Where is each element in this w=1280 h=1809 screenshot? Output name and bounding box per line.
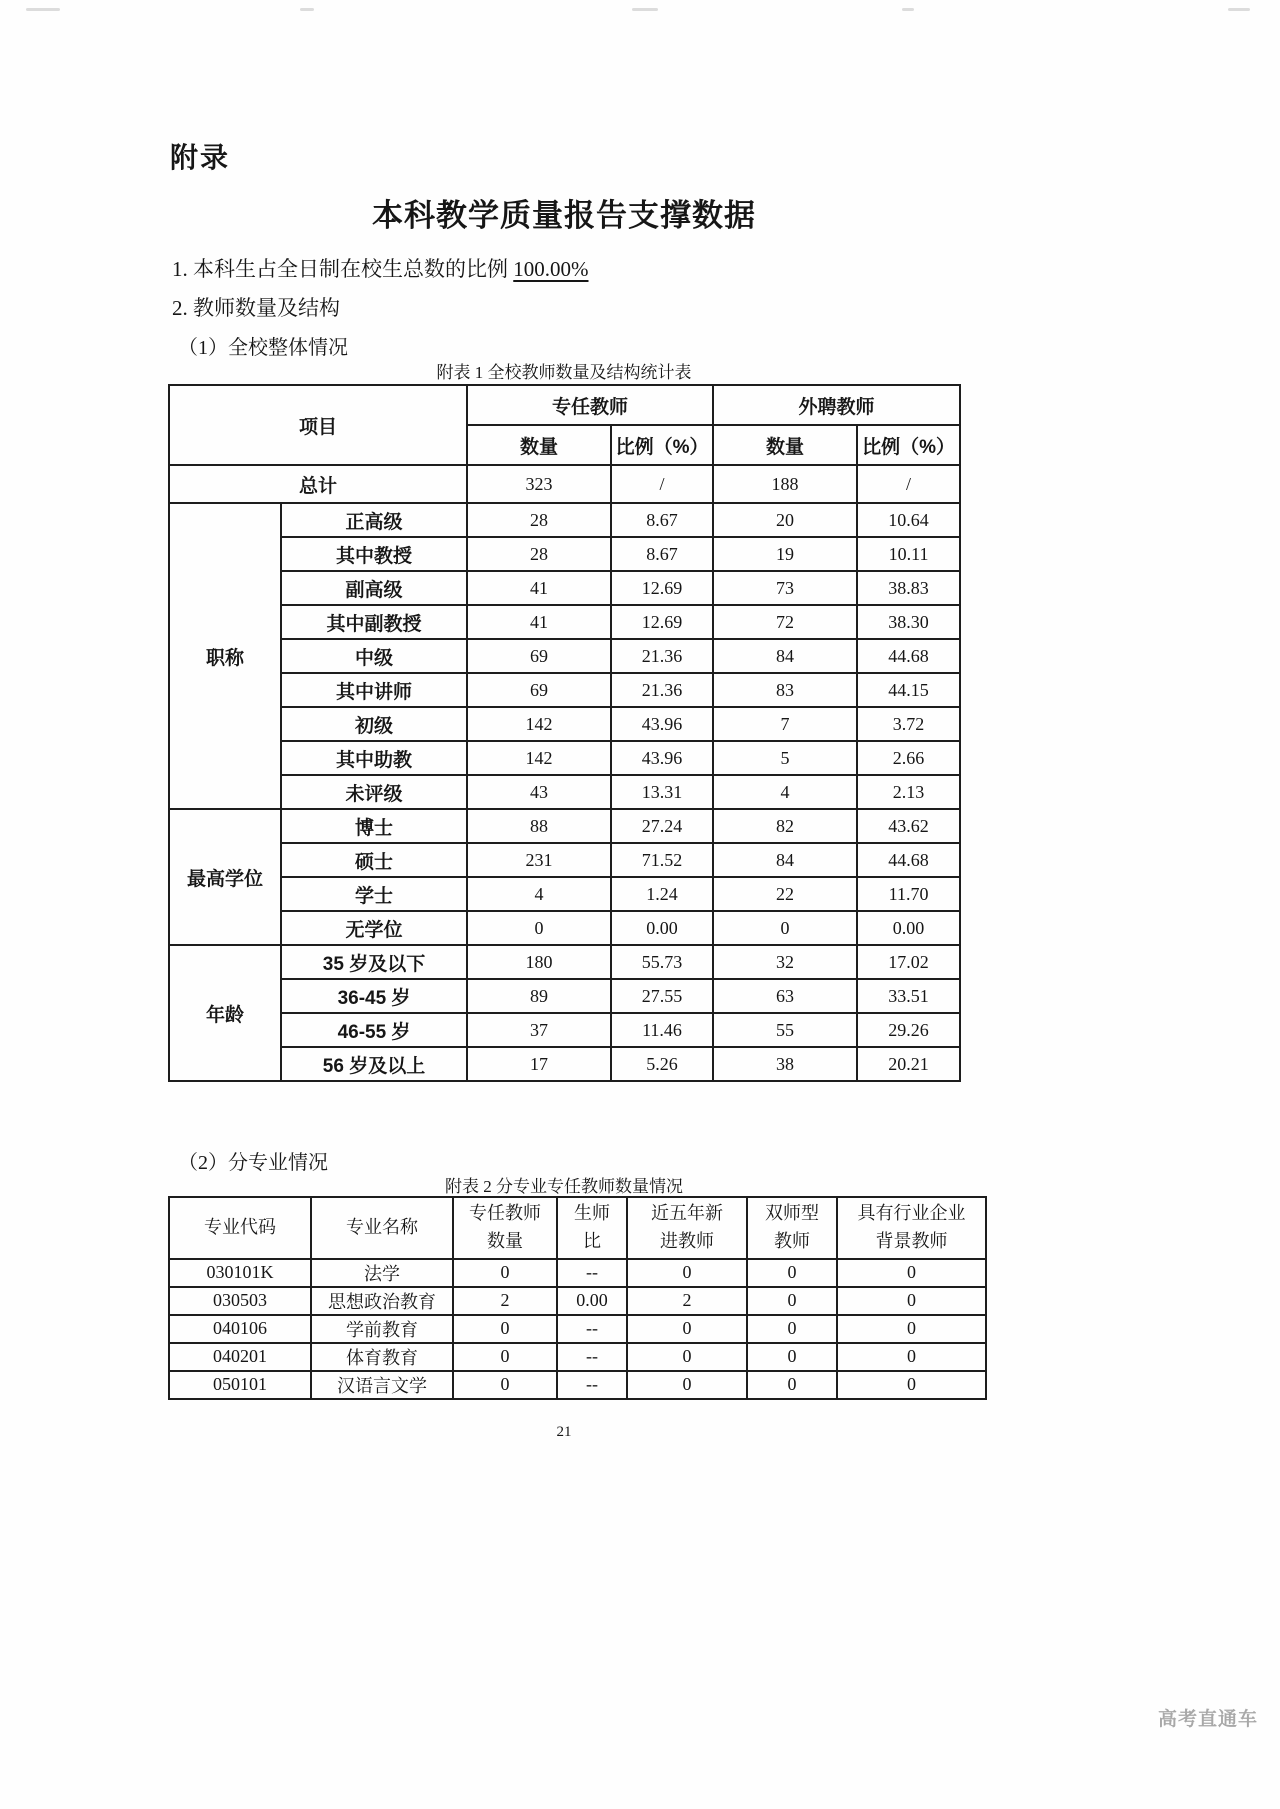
cell: 12.69 (611, 605, 713, 639)
cell: 0 (627, 1371, 747, 1399)
cell: 180 (467, 945, 611, 979)
table2-caption: 附表 2 分专业专任教师数量情况 (445, 1177, 683, 1196)
table-header-row (169, 1197, 986, 1259)
cell: 0 (747, 1371, 837, 1399)
cell: 050101 (169, 1371, 311, 1399)
cell: 10.11 (857, 537, 960, 571)
cell: 17 (467, 1047, 611, 1081)
cell: 11.46 (611, 1013, 713, 1047)
cell: 28 (467, 537, 611, 571)
cell: 71.52 (611, 843, 713, 877)
row-label: 其中副教授 (281, 605, 467, 639)
undergrad-ratio-text: 1. 本科生占全日制在校生总数的比例 (172, 257, 514, 281)
cell: 2.13 (857, 775, 960, 809)
cell: 0 (453, 1259, 557, 1287)
cell: 41 (467, 571, 611, 605)
cell: 体育教育 (311, 1343, 453, 1371)
row-label: 正高级 (281, 503, 467, 537)
cell: 0 (837, 1287, 986, 1315)
cell: 030503 (169, 1287, 311, 1315)
table1-caption: 附表 1 全校教师数量及结构统计表 (436, 363, 692, 382)
cell: 21.36 (611, 673, 713, 707)
cell: 2.66 (857, 741, 960, 775)
row-label-total: 总计 (169, 465, 467, 503)
cell: 17.02 (857, 945, 960, 979)
group-label-age: 年龄 (169, 945, 281, 1081)
cell: 030101K (169, 1259, 311, 1287)
cell: 汉语言文学 (311, 1371, 453, 1399)
cell: 0 (747, 1287, 837, 1315)
cell: 38.30 (857, 605, 960, 639)
scan-artifact (300, 8, 314, 11)
cell: 44.68 (857, 843, 960, 877)
table-header-row (169, 385, 960, 425)
cell: 37 (467, 1013, 611, 1047)
cell: 19 (713, 537, 857, 571)
row-label: 其中助教 (281, 741, 467, 775)
table-row (169, 979, 960, 1013)
col-header-ratio: 比例（%） (611, 425, 713, 465)
group-label-title-rank: 职称 (169, 503, 281, 809)
table-row (169, 775, 960, 809)
cell: 0.00 (611, 911, 713, 945)
col-header-major-name: 专业名称 (311, 1197, 453, 1259)
cell: 44.15 (857, 673, 960, 707)
cell: 73 (713, 571, 857, 605)
col-header-count: 数量 (713, 425, 857, 465)
cell: 55 (713, 1013, 857, 1047)
cell: 0 (627, 1315, 747, 1343)
cell: 84 (713, 843, 857, 877)
cell: 8.67 (611, 537, 713, 571)
cell: 43.96 (611, 707, 713, 741)
cell: 0 (747, 1259, 837, 1287)
cell: 7 (713, 707, 857, 741)
cell: 63 (713, 979, 857, 1013)
table-row (169, 1259, 986, 1287)
cell: 4 (713, 775, 857, 809)
col-header-count: 数量 (467, 425, 611, 465)
cell: 思想政治教育 (311, 1287, 453, 1315)
cell: 88 (467, 809, 611, 843)
cell: 27.24 (611, 809, 713, 843)
cell: 0 (837, 1343, 986, 1371)
cell: 法学 (311, 1259, 453, 1287)
row-label: 46-55 岁 (281, 1013, 467, 1047)
cell: 83 (713, 673, 857, 707)
undergrad-ratio-value: 100.00% (513, 257, 589, 281)
cell: 学前教育 (311, 1315, 453, 1343)
col-header-student-teacher-ratio: 生师 比 (557, 1197, 627, 1259)
table-row (169, 673, 960, 707)
cell: 22 (713, 877, 857, 911)
cell: 12.69 (611, 571, 713, 605)
cell: 29.26 (857, 1013, 960, 1047)
cell: 040106 (169, 1315, 311, 1343)
cell: 0 (467, 911, 611, 945)
cell: 0 (747, 1343, 837, 1371)
cell: 2 (453, 1287, 557, 1315)
cell: 1.24 (611, 877, 713, 911)
scan-artifact (902, 8, 914, 11)
table-row (169, 1013, 960, 1047)
cell: 0 (453, 1315, 557, 1343)
col-header-industry-background: 具有行业企业 背景教师 (837, 1197, 986, 1259)
cell: 20.21 (857, 1047, 960, 1081)
cell: -- (557, 1343, 627, 1371)
col-header-fulltime: 专任教师 (467, 385, 713, 425)
cell: 040201 (169, 1343, 311, 1371)
cell: 44.68 (857, 639, 960, 673)
appendix-heading: 附录 (170, 142, 231, 173)
cell: 0 (837, 1315, 986, 1343)
cell: 8.67 (611, 503, 713, 537)
cell: 3.72 (857, 707, 960, 741)
table-row (169, 605, 960, 639)
cell: 0.00 (857, 911, 960, 945)
table-row (169, 1287, 986, 1315)
cell: 0 (627, 1259, 747, 1287)
table-row (169, 843, 960, 877)
cell: 142 (467, 741, 611, 775)
table-row (169, 503, 960, 537)
row-label: 未评级 (281, 775, 467, 809)
table-row (169, 911, 960, 945)
cell: 82 (713, 809, 857, 843)
table-row (169, 809, 960, 843)
row-label: 35 岁及以下 (281, 945, 467, 979)
col-header-external: 外聘教师 (713, 385, 960, 425)
cell: -- (557, 1259, 627, 1287)
cell: 69 (467, 639, 611, 673)
cell: 11.70 (857, 877, 960, 911)
cell: -- (557, 1371, 627, 1399)
cell: 72 (713, 605, 857, 639)
cell: 38 (713, 1047, 857, 1081)
cell: 69 (467, 673, 611, 707)
cell: 0.00 (557, 1287, 627, 1315)
table-row (169, 945, 960, 979)
cell: 142 (467, 707, 611, 741)
major-teacher-table (168, 1196, 987, 1400)
watermark: 高考直通车 (1157, 1709, 1258, 1730)
cell: 0 (747, 1315, 837, 1343)
cell: 38.83 (857, 571, 960, 605)
row-label: 学士 (281, 877, 467, 911)
table-row (169, 537, 960, 571)
cell: 188 (713, 465, 857, 503)
col-header-major-code: 专业代码 (169, 1197, 311, 1259)
cell: 21.36 (611, 639, 713, 673)
cell: 0 (453, 1371, 557, 1399)
scan-artifact (632, 8, 658, 11)
list-item-teacher-structure: 2. 教师数量及结构 (172, 296, 340, 320)
table-row (169, 1371, 986, 1399)
table-row (169, 877, 960, 911)
cell: 0 (627, 1343, 747, 1371)
table-row (169, 1343, 986, 1371)
cell: 89 (467, 979, 611, 1013)
row-label: 硕士 (281, 843, 467, 877)
cell: 13.31 (611, 775, 713, 809)
table-row (169, 465, 960, 503)
cell: 33.51 (857, 979, 960, 1013)
cell: 0 (837, 1371, 986, 1399)
table-row (169, 571, 960, 605)
table-row (169, 1047, 960, 1081)
cell: 0 (453, 1343, 557, 1371)
cell: 0 (713, 911, 857, 945)
list-item-undergrad-ratio (172, 253, 589, 283)
cell: 32 (713, 945, 857, 979)
page-number: 21 (556, 1424, 572, 1440)
cell: / (611, 465, 713, 503)
col-header-fulltime-count: 专任教师 数量 (453, 1197, 557, 1259)
scan-artifact (26, 8, 60, 11)
group-label-degree: 最高学位 (169, 809, 281, 945)
row-label: 中级 (281, 639, 467, 673)
table-row (169, 639, 960, 673)
row-label: 36-45 岁 (281, 979, 467, 1013)
teacher-structure-table (168, 384, 961, 1082)
cell: 28 (467, 503, 611, 537)
cell: 84 (713, 639, 857, 673)
cell: 41 (467, 605, 611, 639)
cell: 2 (627, 1287, 747, 1315)
cell: 323 (467, 465, 611, 503)
cell: 43 (467, 775, 611, 809)
table-row (169, 707, 960, 741)
row-label: 副高级 (281, 571, 467, 605)
cell: / (857, 465, 960, 503)
cell: 20 (713, 503, 857, 537)
section-overall-heading: （1）全校整体情况 (178, 337, 348, 359)
cell: 5.26 (611, 1047, 713, 1081)
cell: 27.55 (611, 979, 713, 1013)
row-label: 初级 (281, 707, 467, 741)
row-label: 56 岁及以上 (281, 1047, 467, 1081)
cell: 10.64 (857, 503, 960, 537)
col-header-ratio: 比例（%） (857, 425, 960, 465)
cell: -- (557, 1315, 627, 1343)
section-by-major-heading: （2）分专业情况 (178, 1152, 328, 1174)
table-row (169, 741, 960, 775)
row-label: 其中讲师 (281, 673, 467, 707)
report-title: 本科教学质量报告支撑数据 (372, 198, 756, 233)
table-row (169, 1315, 986, 1343)
cell: 231 (467, 843, 611, 877)
cell: 43.96 (611, 741, 713, 775)
col-header-item: 项目 (169, 385, 467, 465)
col-header-dual-qualified: 双师型 教师 (747, 1197, 837, 1259)
scan-artifact (1228, 8, 1250, 11)
cell: 55.73 (611, 945, 713, 979)
row-label: 其中教授 (281, 537, 467, 571)
row-label: 博士 (281, 809, 467, 843)
cell: 43.62 (857, 809, 960, 843)
cell: 0 (837, 1259, 986, 1287)
col-header-new-teachers: 近五年新 进教师 (627, 1197, 747, 1259)
cell: 4 (467, 877, 611, 911)
cell: 5 (713, 741, 857, 775)
row-label: 无学位 (281, 911, 467, 945)
